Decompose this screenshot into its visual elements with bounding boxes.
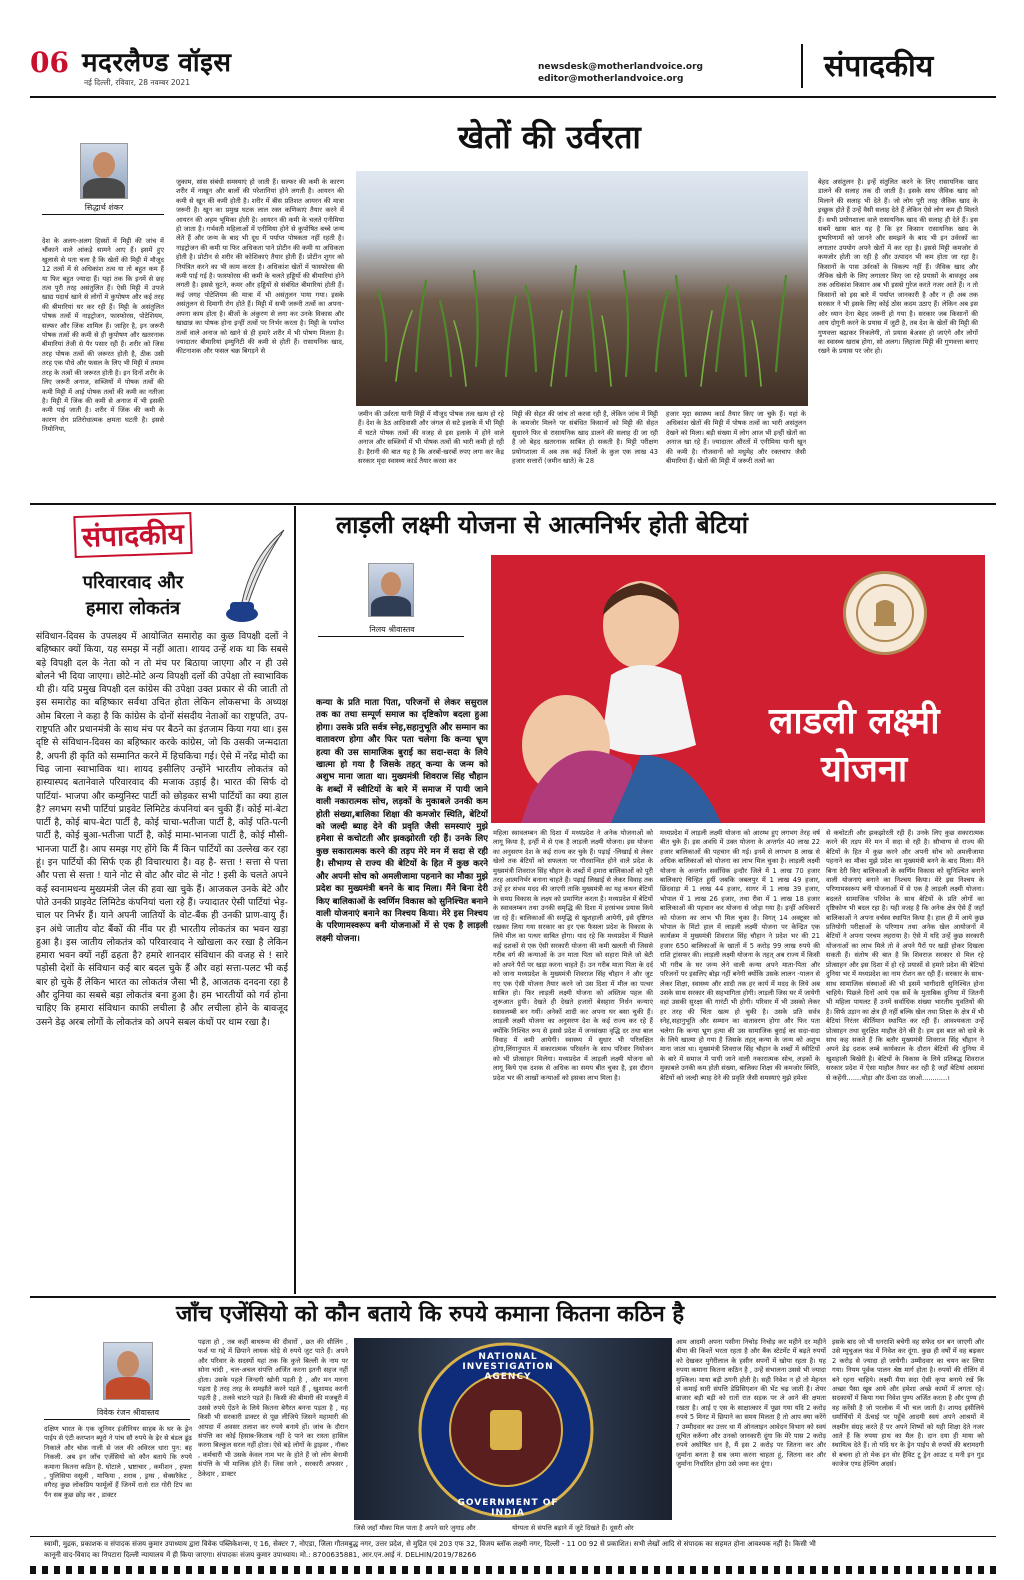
- article3-column-1: दक्षिण भारत के एक जूनियर इंजीनियर साहब के घर के ड्रेन पाईप से एंटी करप्शन ब्यूरो ने पांच सौ रुपये के ढ़ेर से बंडल ढूंढ निकाले और चोक नाली से जल की अविरल धारा पुन: बह निकली. अब इन जाँच एजेंसियो को कौन बताये कि रुपये कमाना कितना कठिन है. घोटाले , भ्रष्टाचार , कमीशन , हफ्ता , पुलिसिया वसूली , माफिया , शराब , ड्रग्स , सेक्सरैकेट , वगैरह कुछ लोकप्रिय फार्मूलों हैं जिनमें रातो रात गोरी टिप का पैन सब कुछ छोड़ कर , डाक्टर: [44, 1425, 192, 1499]
- author-name-siddharth: सिद्धार्थ शंकर: [84, 203, 124, 212]
- nia-ring-text-bottom: GOVERNMENT OF INDIA: [457, 1498, 559, 1518]
- field-photo-illustration: [356, 171, 808, 406]
- article1-photo-caption-2: मिट्टी की सेहत की जांच तो करवा रही है, लेकिन जांच में मिट्टी के कमजोर मिलने पर संबंधित किसानों को मिट्टी की सेहत सुधारने फिर से रासायनिक खाद डालने की सलाह दी जा रही है जो बेहद खतरनाक साबित हो सकती है। मिट्टी परीक्षण प्रयोगशाला में अब तक कई जिलों के कुल एक लाख 43 हजार सत्तारों (जमीन खाते) के 28: [512, 410, 658, 466]
- article1-photo-caption-1: जमीन की उर्वरता यानी मिट्टी में मौजूद पोषक तत्व खत्म हो रहे हैं। देश के ठेठ आदिवासी और जंगल से सटे इलाके में भी मिट्टी में घटते पोषक तत्वों की वजह से इस इलाके में होने वाले अनाज और सब्जियों में भी पोषक तत्वों की भारी कमी हो रही है। हैरानी की बात यह है कि अरबों-खरबों रुपए लगा कर केंद्र सरकार मृदा स्वास्थ्य कार्ड तैयार करवा कर: [358, 410, 504, 466]
- article2-column-2: मध्यप्रदेश में लाड़ली लक्ष्मी योजना को आरम्भ हुए लगभग तेरह वर्ष बीत चुके हैं। इस अवधि में उक्त योजना के अन्तर्गत 40 लाख 22 हजार बालिकाओं की पहचान की गई। इनमें से लगभग 8 लाख से अधिक बालिकाओं को योजना का लाभ मिल चुका है। लाड़ली लक्ष्मी योजना के अन्तर्गत सर्वाधिक इन्दौर जिले में 1 लाख 70 हजार बालिकाएं चिन्हित हुयीं जबकि जबलपुर में 1 लाख 49 हजार, छिंदवाड़ा में 1 लाख 44 हजार, सागर में 1 लाख 39 हजार, भोपाल में 1 लाख 26 हजार, तथा रीवा में 1 लाख 18 हजार बालिकाओं की पहचान कर योजना से जोड़ा गया है। इन्हीं अधिकारों को योजना का लाभ भी मिल चुका है। विगत् 14 अक्टूबर को भोपाल के मिंटो हाल में लाड़ली लक्ष्मी योजना पर केन्द्रित एक कार्यक्रम में मुख्यमंत्री शिवराज सिंह चौहान ने प्रदेश भर की 21 हजार 650 बालिकाओं के खातों में 5 करोड़ 99 लाख रुपये की राशि ट्रांसफर की। लाड़ली लक्ष्मी योजना के तहत् अब राज्य में किसी भी गरीब के घर जन्म लेने वाली कन्या अपने माता-पिता और परिजनों पर इसलिए बोझ नहीं बनेगी क्योंकि उसके लालन -पालन से लेकर शिक्षा, स्वास्थ्य और शादी तक हर कार्य में मदद के लिये अब उसके साथ सरकार की सहभागिता होगी। लाड़ली जिस घर में जायेगी वहां उसकी सुरक्षा की गारंटी भी होगी। परिवार में भी उसको लेकर हर तरह की चिंता खत्म हो चुकी है। उसके प्रति सर्वत्र स्नेह,सहानुभूति और सम्मान का वातावरण होगा और फिर पता चलेगा कि कन्या भ्रूण हत्या की उस सामाजिक बुराई का सदा-सदा के लिये खात्मा हो गया है जिसके तहत् कन्या के जन्म को अशुभ माना जाता था। मुख्यमंत्री शिवराज सिंह चौहान के शब्दों में स्वीटियों के बारे में समाज में पायी जाने वाली नकारात्मक सोच, लड़कों के मुकाबले उनकी कम होती संख्या, बालिका शिक्षा की कमजोर स्थिति, बेटियों को जल्दी ब्याह देने की प्रवृति जैसी समस्याएं मुझे हमेशा: [660, 829, 820, 1082]
- article1-column-2: जुकाम, सांस संबंधी समस्याएं हो जाती हैं। सल्फर की कमी के कारण शरीर में नाखून और बालों की परेशानियां होने लगती है। आयरन की कमी से खून की कमी होती है। शरीर में बीस प्रतिशत आयरन की मात्रा जरूरी है। खून का प्रमुख घटक लाल रक्त कणिकाएं तैयार करने में आयरन की अहम भूमिका होती है। आयरन की कमी के चलते एनीमिया हो जाता है। गर्भवती महिलाओं में एनीमिया होने से कुपोषित बच्चे जन्म लेते हैं और जन्म के बाद भी दूध में पर्याप्त पोषकता नहीं रहती है। नाइट्रोजन की कमी या फिर अधिकता पाने प्रोटीन की कमी या अधिकता होती है। प्रोटीन से शरीर की कोशिकाएं तैयार होती हैं। प्रोटीन शुगर को नियंत्रित करने का भी काम करता है। अधिकांश खेतों में फास्फोरस की कमी पाई गई है। फास्फोरस की कमी के चलते हड्डियों की बीमारियां होने लगती है। इससे घुटने, कमर और हड्डियों से संबंधित बीमारियां होती हैं। कई जगह पोटेशियम की मात्रा में भी असंतुलन पाया गया। इसके असंतुलन से दिमागी रोग होते हैं। मिट्टी में सभी जरूरी तत्वों का अपना-अपना काम होता है। बीजों के अंकुरण से लगा कर उनके विकास और खाद्यान्न का पोषक होना इन्हीं तत्वों पर निर्भर करता है। मिट्टी के पर्याप्त तत्वों वाले अनाज को खाने से ही हमारे शरीर में भी पोषण मिलता है। ज्यादातर बीमारियां इम्युनिटी की कमी से होती हैं। रासायनिक खाद, कीटनाशक और फसल चक्र बिगड़ने से: [176, 178, 344, 356]
- registration-marks: [30, 1566, 996, 1574]
- footer-imprint-line1: स्वामी, मुद्रक, प्रकाशक व संपादक संजय कुमार उपाध्याय द्वारा विवेक पब्लिकेशन्स, ए 16, सेक्टर 7, नोएडा, जिला गौतमबुद्ध नगर, उत्तर प्रदेश, से मुद्रित एवं 203 एफ 32, विजय ब्लॉक लक्ष्मी नगर, दिल्ली - 11 00 92 से प्रकाशित। सभी लेखों आदि से संपादक का सहमत होना आवश्यक नहीं है। किसी भी: [44, 1540, 816, 1548]
- editorial-body: संविधान-दिवस के उपलक्ष्य में आयोजित समारोह का कुछ विपक्षी दलों ने बहिष्कार क्यों किया, यह समझ में नहीं आता। शायद उन्हें शक था कि सबसे बड़े विपक्षी दल के नेता को न तो मंच पर बिठाया जाएगा और न ही उसे बोलने भी दिया जाएगा। छोटे-मोटे अन्य विपक्षी दलों की उपेक्षा तो स्वाभाविक थी ही। यदि प्रमुख विपक्षी दल कांग्रेस की उपेक्षा उक्त प्रकार से की जाती तो इस समारोह का बहिष्कार सर्वथा उचित होता लेकिन लोकसभा के अध्यक्ष ओम बिरला ने कहा है कि कांग्रेस के दोनों संसदीय नेताओं का राष्ट्रपति, उप-राष्ट्रपति और प्रधानमंत्री के साथ मंच पर बैठने का इंतजाम किया गया था। इस दृष्टि से संविधान-दिवस का बहिष्कार करके कांग्रेस, जो कि उसकी जन्मदाता है, अपनी ही कृति को सम्मानित करने में हिचकिचा गई। ऐसे में नरेंद्र मोदी का चिढ़ जाना स्वाभाविक था। शायद इसीलिए उन्होंने भारतीय लोकतंत्र को हास्यास्पद बतानेवाले परिवारवाद की मजाक उड़ाई है। भारत की सिर्फ दो पार्टियां- भाजपा और कम्युनिस्ट पार्टी को छोड़कर सभी पार्टियों का क्या हाल है? लगभग सभी पार्टियां प्राइवेट लिमिटेड कंपनियां बन चुकी हैं। कोई मां-बेटा पार्टी है, कोई बाप-बेटा पार्टी है, कोई चाचा-भतीजा पार्टी है, कोई पति-पत्नी पार्टी है, कोई बुआ-भतीजा पार्टी है, कोई मामा-भानजा पार्टी है, कोई मौसी-भानजा पार्टी है। आप समझ गए होंगे कि मैं किन पार्टियों का उल्लेख कर रहा हूं। इन पार्टियों की सिर्फ एक ही विचारधारा है। वह है- सत्ता ! सत्ता से पत्ता और पत्ता से सत्ता ! याने नोट से वोट और वोट से नोट ! इसी के चलते अपने कई स्वनामधन्य मुख्यमंत्री जेल की हवा खा चुके हैं। आजकल उनके बेटे और पोते उनकी प्राइवेट लिमिटेड कंपनियां चला रहे हैं। ज्यादातर ऐसी पार्टियां भेड़-चाल पर निर्भर हैं। याने अपनी जातियों के वोट-बैंक ही उनकी प्राण-वायु हैं। इन अंधे जातीय वोट बैंकों की नींव पर ही भारतीय लोकतंत्र का भवन खड़ा हुआ है। इस जातीय लोकतंत्र को परिवारवाद ने खोखला कर रखा है लेकिन हमारा भवन क्यों नहीं ढहता है? हमारे शानदार संविधान की वजह से ! सारे पड़ोसी देशों के संविधान कई बार बदल चुके हैं और वहां सत्ता-पलट भी कई बार हो चुके हैं लेकिन भारत का लोकतंत्र जैसा भी है, आजतक दनदना रहा है और दुनिया का सबसे बड़ा लोकतंत्र बना हुआ है। हम भारतीयों को गर्व होना चाहिए कि हमारा संविधान काफी लचीला है और लचीला होने के बावजूद उसने डेढ़ अरब लोगों के लोकतंत्र को अपने सबल कंधों पर थाम रखा है।: [36, 631, 288, 1028]
- author-photo-siddharth: [80, 143, 128, 199]
- masthead-rule: [30, 96, 996, 98]
- dateline: नई दिल्ली, रविवार, 28 नवम्बर 2021: [84, 78, 190, 87]
- article3-photo-caption-2: योग्यता से संपत्ति बढ़ाने में जुटे दिखते हैं। दूसरी ओर: [512, 1524, 634, 1532]
- masthead-divider: [801, 44, 803, 88]
- editorial-stamp: संपादकीय: [73, 512, 192, 558]
- paper-name: मदरलैण्ड वॉइस: [82, 48, 232, 78]
- ladli-laxmi-banner: [491, 555, 985, 823]
- quill-inkpot-icon: [222, 526, 292, 626]
- article3-column-2: पढ़ता हो , तब कहीं बाथरूम की दीवारों , छत की सीलिंग , फर्श या गद्दे में छिपाने लायक थोड़े से रुपये जुट पाते हैं। अपने और परिवार के सदस्यों यहां तक कि कुत्ते बिल्ली के नाम पर सोना चांदी , चल-अचल संपत्ति अर्जित करना इतनी सहज नहीं होता। उसके पहले जिन्दगी खोनी पड़ती है , और मन मारना पड़ता है तरह तरह के समझौते करने पड़ते हैं , खुशामद करनी पड़ती है , तलवे चाटने पड़ते हैं। किसी की बीमारी की मजबूरी में उससे रुपये ऐंठने के लिये कितना बेगैरत बनना पड़ता है , यह किसी भी सरकारी डाक्टर से पूछ लीजिये जिसने महामारी की आपदा में अवसर तलाश कर रुपये बनाये हों। जांच के दौरान संपत्ति का कोई हिसाब-किताब नहीं दे पाने का रास्ता हासिल करना बिल्कुल सरल नहीं होता। ऐसे बड़े लोगों के ड्राइवर , नौकर , कर्मचारी भी उसके केवल नाम भर के होते हैं जो लोग बेनामी संपत्ति के भी मालिक होते हैं। जिस जाने , सरकारी अफसर , ठेकेदार , डाक्टर: [198, 1338, 348, 1478]
- footer-rule: [30, 1536, 996, 1537]
- article3-column-3: आम आदमी अपना पसीना निचोड़ निचोड़ कर महीने दर महीने बीमा की किश्तें भरता रहता है और बैंक स्टेटमेंट में बढ़ते रुपयों को देखकर मुगेरीलाल के हसीन सपनों में खोया रहता है। यह रुपया कमाना कितना कठिन है , उन्हें संभालना उससे भी ज्यादा मुश्किल। माया बड़ी ठगनी होती है। सही निवेश न हो तो मेहनत से कमाई सारी संपत्ति डेप्रिसिएशन की भेंट चढ़ जाती है। शेयर बाजार बड़ी बड़ी को रातों रात सड़क पर ले आने की क्षमता रखता है। आई ए एस के साक्षात्कार में पूछा गया यदि 2 करोड़ रुपये 5 मिनट में छिपाने का समय मिलता है तो आप क्या करेंगे ? उम्मीदवार का उत्तर था मैं ऑनलाइन आवेदन विभाग को स्वयं सूचित करूँगा और उनको जानकारी दूंगा कि मेरे पास 2 करोड़ रुपये अघोषित धन है, मैं इस 2 करोड़ पर जितना कर और जुर्माना बनता है सब जमा करना चाहता हूं, जितना कर और जुर्माना निर्धारित होगा उसे जमा कर दूंगा।: [676, 1338, 826, 1469]
- email-editor: editor@motherlandvoice.org: [538, 74, 684, 84]
- banner-text-line2: योजना: [821, 748, 908, 790]
- mp-emblem: [843, 571, 927, 655]
- byline-rule-1: [42, 214, 164, 215]
- mother-child-illustration: [491, 555, 751, 823]
- masthead: [0, 0, 1024, 100]
- editorial-title-line1: परिवारवाद और: [82, 572, 184, 593]
- article3-column-4: इसके बाद जो भी धनराशि बचेगी वह सफेद धन बन जाएगी और उसे म्युचुअल फंड में निवेश कर दूंगा. कुछ ही वर्षों में वह बढ़कर 2 करोड़ से ज्यादा हो जायेगी। उम्मीदवार का चयन कर लिया गया। नियम पूर्वक पालन श्रेष्ठ मार्ग होता है। रुपयों की रोलिंग में बने रहना चाहिये। लक्ष्मी मैया सदा ऐसी कृपा बनाये रखें कि अच्छा पैसा खूब आये और हमेशा अच्छे कामों में लगता रहे। सदकार्यों में किया गया निवेश पुण्य अर्जित करता है और पुण्य ही वह करेंसी है जो परलोक में भी चल जाती है। शायद इसीलिये धर्मार्थियों में ऊँचाई पर पहुँचे आदमी स्वयं अपने आश्रमों में लक्ष्मीन संग्रह करते हैं पर अपने शिष्यों को यही शिक्षा देते नजर आते हैं कि रुपया हाथ का मैल है। दान दया ही माया को स्थायित्व देते हैं। तो यदि घर के ड्रेन पाईप से रुपयों की बरामदगी से बचना हो तो मेक इन वोर हैविट टू ड्रेन आउट द मनी इन गुड काजेज एण्ड हेल्पिंग अदर्स।: [832, 1338, 984, 1469]
- email-newsdesk: newsdesk@motherlandvoice.org: [538, 62, 703, 72]
- author-name-vivek: विवेक रंजन श्रीवास्तव: [96, 1408, 160, 1417]
- editorial-title-line2: हमारा लोकतंत्र: [85, 598, 181, 619]
- byline-rule-2: [318, 636, 464, 637]
- field-photo: [356, 171, 808, 406]
- page-number: 06: [30, 46, 69, 79]
- article1-column-1: देश के अलग-अलग हिस्सों में मिट्टी की जांच में चौंकाने वाले आंकड़े सामने आए हैं। इसमें हुए खुलासे से पता चला है कि खेतों की मिट्टी में मौजूद 12 तत्वों में से अधिकांश तत्व या तो बहुत कम हैं या फिर बहुत ज्यादा हैं। यहां तक कि इनमें से छह तत्व पूरी तरह असंतुलित हैं। ऐसी मिट्टी में उपजे खाद्य पदार्थ खाने से लोगों में कुपोषण और कई तरह की बीमारियां घर कर रही हैं। मिट्टी के असंतुलित पोषक तत्वों में नाइट्रोजन, फास्फोरस, पोटेशियम, सल्फर और जिंक शामिल हैं। जाहिर है, इन जरूरी पोषक तत्वों की कमी से ही कुपोषण और खतरनाक बीमारियां तेजी से पैर पसार रही हैं। शरीर को जिस तरह पोषक तत्वों की जरूरत होती है, ठीक उसी तरह एक पौधे और फसल के लिए भी मिट्टी में तमाम तरह के तत्वों की जरूरत होती है। इन दिनों शरीर के लिए जरूरी अनाज, सब्जियों में पोषक तत्वों की कमी मिट्टी में आई पोषक तत्वों की कमी का नतीजा है। मिट्टी में जिंक की कमी से अनाज में भी इसकी कमी पाई जाती है। शरीर में जिंक की कमी के कारण रोग प्रतिरोधात्मक क्षमता घटती है। इससे निमोनिया,: [42, 237, 164, 434]
- article1-photo-caption-3: हजार मृदा स्वास्थ्य कार्ड तैयार किए जा चुके हैं। यहां के अधिकांश खेतों की मिट्टी में पोषक तत्वों का भारी असंतुलन देखने को मिला। बड़ी संख्या में लोग आज भी इन्हीं खेतों का अनाज खा रहे हैं। ज्यादातर औरतों में एनीमिया यानी खून की कमी है। नौजवानों को मधुमेह और रक्तचाप जैसी बीमारियां हैं। खेतों की मिट्टी में जरूरी तत्वों का: [666, 410, 806, 466]
- section-title: संपादकीय: [824, 49, 934, 84]
- author-photo-vivek: [103, 1342, 153, 1400]
- article3-headline: जाँच एजेंसियो को कौन बताये कि रुपये कमाना कितना कठिन है: [176, 1301, 685, 1327]
- article2-lead: कन्या के प्रति माता पिता, परिजनों से लेकर ससुराल तक का तथा सम्पूर्ण समाज का दृष्टिकोण बदला हुआ होगा। उसके प्रति सर्वत्र स्नेह,सहानुभूति और सम्मान का वातावरण होगा और फिर पता चलेगा कि कन्या भ्रूण हत्या की उस सामाजिक बुराई का सदा-सदा के लिये खात्मा हो गया है जिसके तहत् कन्या के जन्म को अशुभ माना जाता था। मुख्यमंत्री शिवराज सिंह चौहान के शब्दों में स्वीटियों के बारे में समाज में पायी जाने वाली नकारात्मक सोच, लड़कों के मुकाबले उनकी कम होती संख्या,बालिका शिक्षा की कमजोर स्थिति, बेटियों को जल्दी ब्याह देने की प्रवृति जैसी समस्याएं मुझे हमेशा से कचोटती और झकझोरती रही हैं। उनके लिए कुछ सकारात्मक करने की तड़प मेरे मन में सदा से रही है। सौभाग्य से राज्य की बेटियों के हित में कुछ करने और अपनी सोच को अमलीजामा पहनाने का मौका मुझे प्रदेश का मुख्यमंत्री बनने के बाद मिला। मैंने बिना देरी किए बालिकाओं के स्वर्णिम विकास को सुनिश्चित बनाने वाली योजनाएं बनाने का निश्चय किया। मेरे इस निश्चय के परिणामस्वरूप बनी योजनाओं में से एक है लाड़ली लक्ष्मी योजना।: [316, 698, 488, 944]
- article3-photo-caption-1: जिसे जहाँ मौका मिल पाता है अपने सारे जुगाड़ और: [354, 1524, 476, 1532]
- author-name-nilay: निलय श्रीवास्तव: [369, 625, 415, 634]
- banner-text-line1: लाडली लक्ष्मी: [769, 700, 940, 742]
- nia-photo: [354, 1338, 672, 1520]
- article1-headline: खेतों की उर्वरता: [458, 118, 641, 156]
- article2-column-3: से कचोटती और झकझोरती रही हैं। उनके लिए कुछ सकारात्मक करने की तड़प मेरे मन में सदा से रही है। सौभाग्य से राज्य की बेटियों के हित में कुछ करने और अपनी सोच को अमलीजामा पहनाने का मौका मुझे प्रदेश का मुख्यमंत्री बनने के बाद मिला। मैंने बिना देरी किए बालिकाओं के स्वर्णिम विकास को सुनिश्चित बनाने वाली योजनाएं बनाने का निश्चय किया। मेरे इस निश्चय के परिणामस्वरूप बनी योजनाओं में से एक है लाड़ली लक्ष्मी योजना। बदलते सामाजिक परिवेश के साथ बेटियों के प्रति लोगों का दृष्टिकोण भी बदल रहा है। यही वजह है कि अनेक क्षेत्र ऐसे हैं जहाँ बालिकाओं ने अपना वर्चस्व स्थापित किया है। हाल ही में आये कुछ प्रतियोगी परीक्षाओं के परिणाम तथा अनेक खेल आयोजनों में बेटियों ने अपना परचम लहराया है। ऐसे में यदि उन्हें कुछ सरकारी योजनाओं का लाभ मिले तो वे अपने पैरों पर खड़ी होकर दिखला सकती हैं। संतोष की बात है कि शिवराज सरकार से मिल रहे प्रोत्साहन और इस दिशा में हो रहे प्रयासों से हमारे प्रदेश की बेटियां दुनिया भर में मध्यप्रदेश का नाम रोशन कर रही हैं। सरकार के साथ-साथ सामाजिक संस्थाओं की भी इसमें भागीदारी सुनिश्चित होना चाहिये। पिछले दिनों आये एक सर्वे के मुताबिक दुनिया में जितनी भी महिला पायलट हैं उनमें सर्वाधिक संख्या भारतीय युवतियों की है। सिर्फ उड़ान का क्षेत्र ही नहीं बल्कि खेल तथा शिक्षा के क्षेत्र में भी बेटियां निरंतर कीर्तिमान स्थापित कर रही हैं। आवश्यकता उन्हें प्रोत्साहन तथा सुरक्षित माहौल देने की है। हम इस बात को दावे के साथ कह सकते हैं कि बतौर मुख्यमंत्री शिवराज सिंह चौहान ने अपने डेढ़ दशक लम्बे कार्यकाल के दौरान बेटियों की दुनिया में खुशहाली बिखेरी है। बेटियों के विकास के लिये प्रतिबद्ध शिवराज सरकार प्रदेश में ऐसा माहौल तैयार कर रही है जहाँ बेटियां आसमां से कहेंगी.......थोड़ा और ऊँचा उठ जाओ............।: [826, 829, 984, 1082]
- footer-imprint-line2: कानूनी वाद-विवाद का निपटारा दिल्ली न्यायालय में ही किया जाएगा। संपादकः संजय कुमार उपाध्याय। मो.: 8700635881, आर.एन.आई नं. DELHIN/2019/78266: [44, 1551, 477, 1559]
- article2-column-1: महिला स्वावलम्बन की दिशा में मध्यप्रदेश ने अनेक योजनाओं को लागू किया है, इन्हीं में से एक है लाड़ली लक्ष्मी योजना। इस योजना का अनुसरण देश के कई राज्य कर चुके हैं। पढ़ाई -लिखाई से लेकर खेलो तक बेटियों को सफलता पर गौरवान्वित होने वाले प्रदेश के मुख्यमंत्री शिवराज सिंह चौहान के शब्दों में हमारा बालिकाओं को पूरी तरह आत्मनिर्भर बनाना चाहते हैं। पढ़ाई लिखाई से लेकर विवाह तक उन्हें हर संभव मदद की जाएगी ताकि मुख्यमंत्री का यह कथन बेटियों के समग्र विकास के लक्ष्य को प्रमाणित करता है। मध्यप्रदेश में बेटियों के स्वावलम्बन तथा उनकी समृद्धि की दिशा में हरसंभव प्रयास किये जा रहे हैं। बालिकाओं की समृद्धि से खुशहाली आयेगी, इसे दृष्टिगत रखकर लिया गया सरकार का हर एक फैसला प्रदेश के विकास के लिये मील का पत्थर साबित होगा। याद रहे कि मध्यप्रदेश में पिछले कई दशकों से एक ऐसी सरकारी योजना की कमी खलती थी जिससे गरीब वर्ग की कन्याओं के उन माता पिता को सहारा मिले जो बेटी को अपने पैरों पर खड़ा करना चाहते हैं। उन गरीब माता पिता के दर्द को जाना मध्यप्रदेश के मुख्यमंत्री शिवराज सिंह चौहान ने और जुट गए एक ऐसी योजना तैयार करने जो उस दिशा में मील का पत्थर साबित हो। फिर लाड़ली लक्ष्मी योजना को अस्तित्व पहल की शुरूआत हुयी। देखते ही देखते हजारों बेसहारा निर्धन कन्याएं स्वावलम्बी बन गयीं। अनेकों शादी कर अपना घर बसा चुकी हैं। लाड़ली लक्ष्मी योजना का अनुसरण देश के कई राज्य कर रहे हैं क्योंकि निश्चित रूप से इससे प्रदेश में जनसंख्या वृद्धि दर तथा बाल विवाह में कमी आयेगी। स्वास्थ्य में सुधार भी परिलक्षित होगा,लिंगानुपात में सकारात्मक परिवर्तन के साथ परिवार नियोजन को भी प्रोत्साहन मिलेगा। मध्यप्रदेश में लाड़ली लक्ष्मी योजना को लागू किये एक दशक से अधिक का समय बीत चुका है, इस दौरान प्रदेश भर की लाखों कन्याओं को इसका लाभ मिला है।: [493, 829, 653, 1082]
- article1-column-right: बेहद असंतुलन है। इन्हें संतुलित करने के लिए रासायनिक खाद डालने की सलाह तक दी जाती है। इसके साथ जैविक खाद को मिलाने की सलाह भी देते हैं। जो लोग पूरी तरह जैविक खाद के इच्छुक होते हैं उन्हें वैसी सलाह देते हैं लेकिन ऐसे लोग कम ही मिलते हैं। सभी प्रयोगशाला वाले रासायनिक खाद की सलाह ही देते हैं। इस सबमें खास बात यह है कि हर किसान रासायनिक खाद के दुष्परिणामों को जानने और समझने के बाद भी इन उर्वरकों का लगातार उपयोग अपने खेतों में कर रहा है। इससे मिट्टी कमजोर से कमजोर होती जा रही है और उत्पादन भी कम होता जा रहा है। किसानों के पास उर्वरकों के विकल्प नहीं हैं। जैविक खाद और जैविक खेती के लिए लगातार किए जा रहे प्रयासों के बावजूद अब तक अधिकांश किसान अब भी इससे गुरेज करते नजर आते हैं। न तो किसानों को इस बारे में पर्याप्त जानकारी है और न ही अब तक सरकार ने भी इसके लिए कोई ठोस कदम उठाए हैं। लेकिन अब इस ओर ध्यान देना बेहद जरूरी हो गया है। सरकार जब किसानों की आय दोगुनी करने के प्रयास में जुटी है, तब देश के खेतों की मिट्टी की गुणवत्ता बढ़ाकर निकलेगी, तो प्रयास बेअसर हो जाएंगे और लोगों का स्वास्थ्य खराब होगा, सो अलग। लिहाजा मिट्टी की गुणवत्ता बनाए रखने के प्रयास पर जोर हो।: [818, 178, 978, 356]
- nia-ring-text-top: NATIONAL INVESTIGATION AGENCY: [462, 1352, 554, 1382]
- author-photo-nilay: [368, 563, 414, 617]
- article1-bottom-rule: [30, 503, 996, 505]
- article2-headline: लाड़ली लक्ष्मी योजना से आत्मनिर्भर होती बेटियां: [336, 510, 749, 539]
- editorial-box: [30, 506, 296, 1294]
- byline-rule-3: [44, 1419, 190, 1420]
